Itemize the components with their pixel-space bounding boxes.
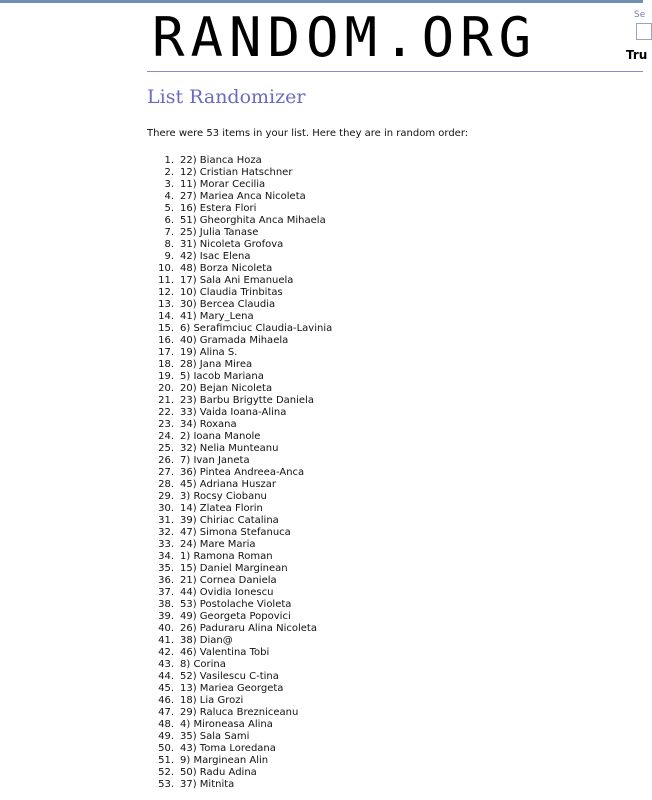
list-item (147, 275, 332, 287)
list-item-number: 20. (158, 383, 174, 394)
list-item-number: 48. (158, 719, 174, 730)
list-item-number: 43. (158, 659, 174, 670)
list-item-number: 41. (158, 635, 174, 646)
list-item-text: 16) Estera Flori (180, 203, 257, 214)
list-item (147, 719, 332, 731)
list-item-text: 28) Jana Mirea (180, 359, 253, 370)
list-item (147, 299, 332, 311)
list-item-text: 1) Ramona Roman (180, 551, 273, 562)
list-item-text: 42) Isac Elena (180, 251, 251, 262)
list-item-text: 21) Cornea Daniela (180, 575, 277, 586)
list-item-text: 53) Postolache Violeta (180, 599, 292, 610)
list-item-text: 49) Georgeta Popovici (180, 611, 291, 622)
list-item-number: 29. (158, 491, 174, 502)
list-item (147, 179, 332, 191)
list-item-number: 9. (164, 251, 174, 262)
list-item (147, 635, 332, 647)
list-item-number: 13. (158, 299, 174, 310)
list-item-number: 16. (158, 335, 174, 346)
list-item (147, 443, 332, 455)
list-item-number: 19. (158, 371, 174, 382)
list-item-number: 2. (164, 167, 174, 178)
page-title: List Randomizer (147, 86, 306, 108)
site-logo[interactable]: RANDOM.ORG (152, 6, 538, 69)
list-item (147, 563, 332, 575)
list-item-text: 2) Ioana Manole (180, 431, 261, 442)
list-item-text: 10) Claudia Trinbitas (180, 287, 283, 298)
list-item (147, 335, 332, 347)
list-item-number: 21. (158, 395, 174, 406)
list-item (147, 683, 332, 695)
list-item-text: 29) Raluca Brezniceanu (180, 707, 299, 718)
list-item-text: 22) Bianca Hoza (180, 155, 262, 166)
list-item (147, 347, 332, 359)
list-item-text: 14) Zlatea Florin (180, 503, 263, 514)
list-item (147, 587, 332, 599)
list-item-number: 30. (158, 503, 174, 514)
list-item-text: 41) Mary_Lena (180, 311, 254, 322)
list-item (147, 455, 332, 467)
list-item (147, 611, 332, 623)
list-item-text: 17) Sala Ani Emanuela (180, 275, 294, 286)
list-item-number: 8. (164, 239, 174, 250)
list-item (147, 779, 332, 791)
list-item (147, 239, 332, 251)
list-item (147, 659, 332, 671)
list-item-text: 5) Iacob Mariana (180, 371, 264, 382)
header-divider (147, 71, 643, 72)
list-item-number: 44. (158, 671, 174, 682)
randomized-list (147, 155, 332, 791)
list-item (147, 323, 332, 335)
list-item-text: 48) Borza Nicoleta (180, 263, 273, 274)
list-item-text: 13) Mariea Georgeta (180, 683, 284, 694)
list-item (147, 539, 332, 551)
list-item-text: 46) Valentina Tobi (180, 647, 270, 658)
list-item-number: 28. (158, 479, 174, 490)
list-item (147, 371, 332, 383)
list-item (147, 479, 332, 491)
list-item-text: 47) Simona Stefanuca (180, 527, 291, 538)
list-item-text: 19) Alina S. (180, 347, 238, 358)
list-item-text: 15) Daniel Marginean (180, 563, 288, 574)
list-item-number: 51. (158, 755, 174, 766)
list-item (147, 359, 332, 371)
list-item (147, 503, 332, 515)
list-item-text: 6) Serafimciuc Claudia-Lavinia (180, 323, 333, 334)
list-item (147, 599, 332, 611)
list-item-text: 50) Radu Adina (180, 767, 257, 778)
list-item-text: 24) Mare Maria (180, 539, 256, 550)
list-item-number: 49. (158, 731, 174, 742)
list-item (147, 467, 332, 479)
list-item (147, 431, 332, 443)
list-item (147, 191, 332, 203)
list-item-number: 15. (158, 323, 174, 334)
list-item (147, 263, 332, 275)
list-item-text: 11) Morar Cecilia (180, 179, 266, 190)
list-item-number: 53. (158, 779, 174, 790)
list-item (147, 623, 332, 635)
list-item (147, 155, 332, 167)
list-item-number: 25. (158, 443, 174, 454)
list-item (147, 395, 332, 407)
list-item (147, 527, 332, 539)
list-item-text: 40) Gramada Mihaela (180, 335, 289, 346)
search-label: Se (634, 10, 646, 20)
list-item-text: 32) Nelia Munteanu (180, 443, 279, 454)
list-item (147, 251, 332, 263)
list-item-text: 31) Nicoleta Grofova (180, 239, 284, 250)
list-item-number: 42. (158, 647, 174, 658)
list-item (147, 743, 332, 755)
list-item (147, 491, 332, 503)
list-item (147, 311, 332, 323)
list-item (147, 515, 332, 527)
list-item (147, 671, 332, 683)
list-item-number: 40. (158, 623, 174, 634)
list-item-text: 9) Marginean Alin (180, 755, 269, 766)
list-item (147, 407, 332, 419)
list-item-number: 26. (158, 455, 174, 466)
list-item-number: 24. (158, 431, 174, 442)
list-item (147, 695, 332, 707)
list-item-text: 35) Sala Sami (180, 731, 250, 742)
list-item-text: 45) Adriana Huszar (180, 479, 277, 490)
list-item-number: 4. (164, 191, 174, 202)
list-item-text: 39) Chiriac Catalina (180, 515, 279, 526)
list-item-text: 7) Ivan Janeta (180, 455, 250, 466)
list-item-number: 3. (164, 179, 174, 190)
list-item (147, 767, 332, 779)
list-item-number: 22. (158, 407, 174, 418)
intro-text: There were 53 items in your list. Here they are in random order: (147, 128, 469, 139)
list-item (147, 383, 332, 395)
list-item (147, 755, 332, 767)
list-item-number: 7. (164, 227, 174, 238)
list-item-number: 39. (158, 611, 174, 622)
list-item-number: 14. (158, 311, 174, 322)
list-item-text: 37) Mitnita (180, 779, 235, 790)
list-item-text: 43) Toma Loredana (180, 743, 276, 754)
list-item-text: 4) Mironeasa Alina (180, 719, 273, 730)
list-item-number: 37. (158, 587, 174, 598)
header-right-panel (621, 10, 651, 70)
list-item-text: 34) Roxana (180, 419, 237, 430)
list-item-text: 26) Paduraru Alina Nicoleta (180, 623, 317, 634)
list-item-number: 17. (158, 347, 174, 358)
list-item-text: 30) Bercea Claudia (180, 299, 276, 310)
list-item-number: 46. (158, 695, 174, 706)
list-item-number: 31. (158, 515, 174, 526)
list-item-number: 1. (164, 155, 174, 166)
list-item (147, 287, 332, 299)
list-item (147, 551, 332, 563)
list-item-number: 45. (158, 683, 174, 694)
list-item-text: 27) Mariea Anca Nicoleta (180, 191, 306, 202)
list-item-text: 38) Dian@ (180, 635, 233, 646)
list-item-text: 36) Pintea Andreea-Anca (180, 467, 305, 478)
top-border (0, 0, 643, 3)
list-item-number: 27. (158, 467, 174, 478)
tagline: Tru (626, 48, 648, 62)
list-item (147, 707, 332, 719)
list-item-number: 23. (158, 419, 174, 430)
list-item-text: 3) Rocsy Ciobanu (180, 491, 267, 502)
list-item-text: 8) Corina (180, 659, 226, 670)
list-item-number: 33. (158, 539, 174, 550)
list-item-number: 11. (158, 275, 174, 286)
list-item-number: 32. (158, 527, 174, 538)
list-item-number: 10. (158, 263, 174, 274)
list-item-text: 33) Vaida Ioana-Alina (180, 407, 287, 418)
list-item-text: 52) Vasilescu C-tina (180, 671, 279, 682)
list-item-number: 6. (164, 215, 174, 226)
list-item-number: 5. (164, 203, 174, 214)
list-item-number: 12. (158, 287, 174, 298)
list-item-number: 50. (158, 743, 174, 754)
list-item-number: 18. (158, 359, 174, 370)
list-item-number: 36. (158, 575, 174, 586)
list-item (147, 419, 332, 431)
list-item (147, 167, 332, 179)
list-item-text: 12) Cristian Hatschner (180, 167, 293, 178)
list-item-text: 23) Barbu Brigytte Daniela (180, 395, 314, 406)
list-item (147, 647, 332, 659)
list-item-text: 44) Ovidia Ionescu (180, 587, 274, 598)
list-item (147, 203, 332, 215)
list-item-number: 52. (158, 767, 174, 778)
list-item (147, 227, 332, 239)
list-item-text: 18) Lia Grozi (180, 695, 244, 706)
list-item (147, 575, 332, 587)
list-item-text: 20) Bejan Nicoleta (180, 383, 273, 394)
list-item (147, 731, 332, 743)
list-item-number: 47. (158, 707, 174, 718)
list-item-number: 35. (158, 563, 174, 574)
search-input[interactable] (636, 23, 652, 40)
list-item-number: 34. (158, 551, 174, 562)
list-item-text: 51) Gheorghita Anca Mihaela (180, 215, 326, 226)
list-item-number: 38. (158, 599, 174, 610)
list-item (147, 215, 332, 227)
list-item-text: 25) Julia Tanase (180, 227, 259, 238)
